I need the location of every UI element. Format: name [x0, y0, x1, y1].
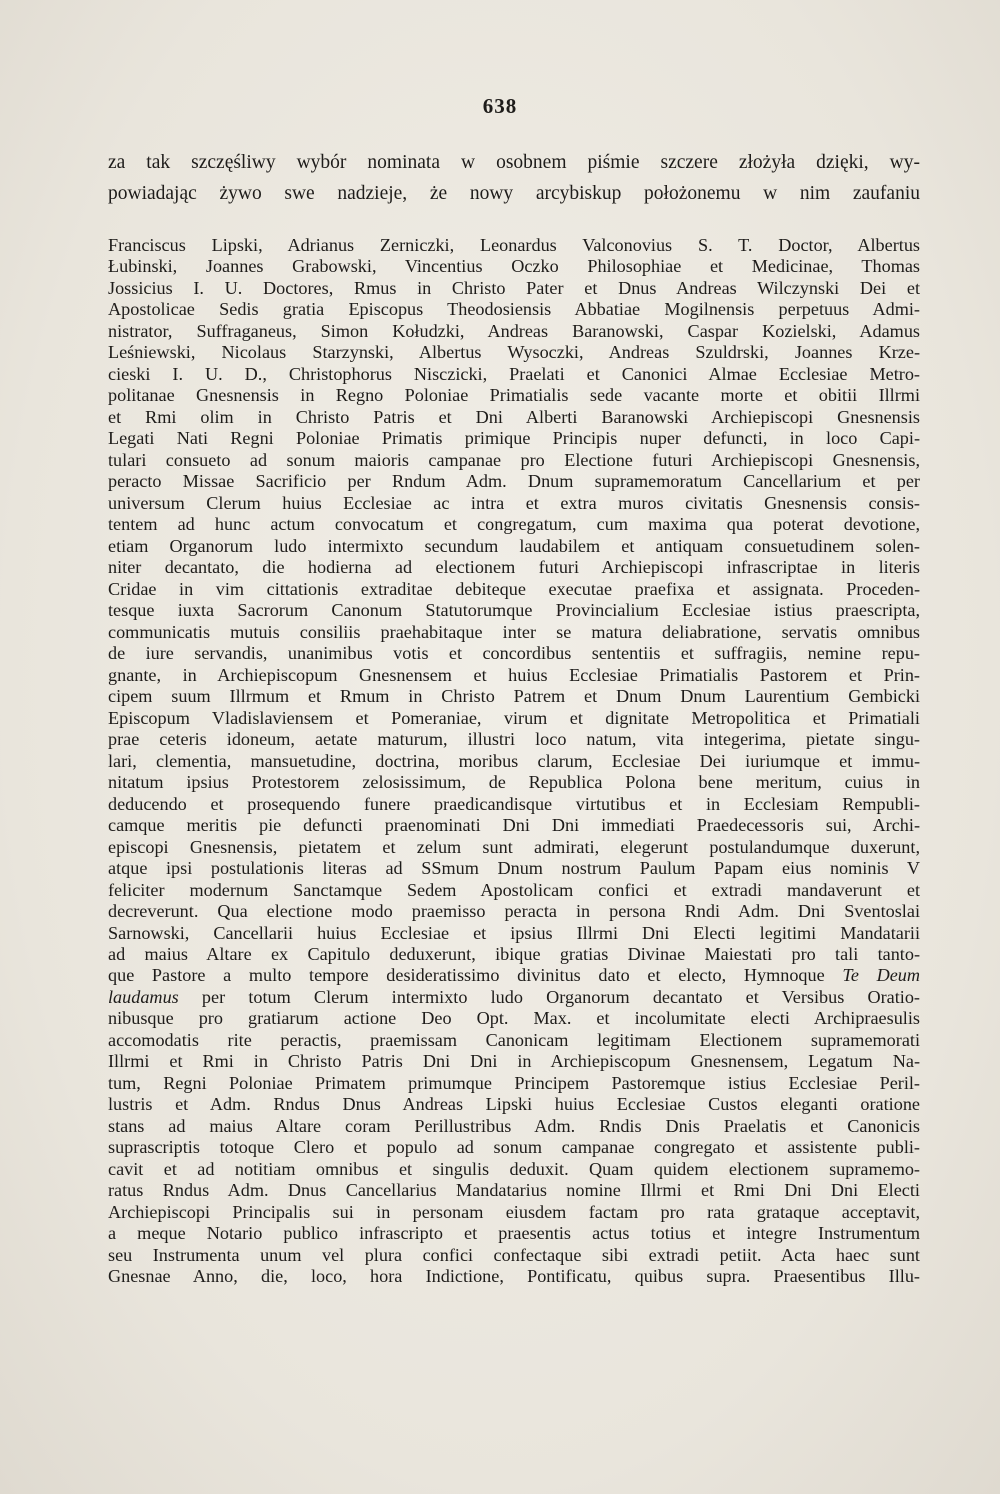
- text-line: nistrator, Suffraganeus, Simon Kołudzki, Andreas Baranowski, Caspar Kozielski, Adamus: [108, 320, 920, 341]
- intro-paragraph: [108, 147, 920, 209]
- text-line: episcopi Gnesnensis, pietatem et zelum sunt admirati, elegerunt postulandumque duxerunt,: [108, 836, 920, 857]
- text-line: ad maius Altare ex Capitulo deduxerunt, ibique gratias Divinae Maiestati pro tali tanto-: [108, 943, 920, 964]
- text-line: politanae Gnesnensis in Regno Poloniae Primatialis sede vacante morte et obitii Illrmi: [108, 385, 920, 406]
- text-line: stans ad maius Altare coram Perillustribus Adm. Rndis Dnis Praelatis et Canonicis: [108, 1115, 920, 1136]
- text-line: Apostolicae Sedis gratia Episcopus Theodosiensis Abbatiae Mogilnensis perpetuus Admi-: [108, 299, 920, 320]
- text-line: Łubinski, Joannes Grabowski, Vincentius Oczko Philosophiae et Medicinae, Thomas: [108, 256, 920, 277]
- text-line: laudamus per totum Clerum intermixto ludo Organorum decantato et Versibus Oratio-: [108, 986, 920, 1007]
- text-line: lari, clementia, mansuetudine, doctrina, moribus clarum, Ecclesiae Dei iuriumque et immu-: [108, 750, 920, 771]
- text-line: a meque Notario publico infrascripto et praesentis actus totius et integre Instrumentum: [108, 1223, 920, 1244]
- text-line: niter decantato, die hodierna ad electionem futuri Archiepiscopi infrascriptae in literis: [108, 557, 920, 578]
- text-line: Jossicius I. U. Doctores, Rmus in Christo Pater et Dnus Andreas Wilczynski Dei et: [108, 277, 920, 298]
- text-line: cieski I. U. D., Christophorus Nisczicki, Praelati et Canonici Almae Ecclesiae Metro-: [108, 363, 920, 384]
- text-line: decreverunt. Qua electione modo praemisso peracta in persona Rndi Adm. Dni Sventoslai: [108, 901, 920, 922]
- text-line: deducendo et prosequendo funere praedicandisque virtutibus et in Ecclesiam Rempubli-: [108, 793, 920, 814]
- text-line: Legati Nati Regni Poloniae Primatis primique Principis nuper defuncti, in loco Capi-: [108, 428, 920, 449]
- text-line: Leśniewski, Nicolaus Starzynski, Albertus Wysoczki, Andreas Szuldrski, Joannes Krze-: [108, 342, 920, 363]
- text-line: Sarnowski, Cancellarii huius Ecclesiae et ipsius Illrmi Dni Electi legitimi Mandatarii: [108, 922, 920, 943]
- text-line: atque ipsi postulationis literas ad SSmum Dnum nostrum Paulum Papam eius nominis V: [108, 858, 920, 879]
- text-line: etiam Organorum ludo intermixto secundum laudabilem et antiquam consuetudinem solen-: [108, 535, 920, 556]
- text-line: communicatis mutuis consiliis praehabitaque inter se matura deliabratione, servatis omnibus: [108, 621, 920, 642]
- text-line: universum Clerum huius Ecclesiae ac intra et extra muros civitatis Gnesnensis consis-: [108, 492, 920, 513]
- italic-phrase: laudamus: [108, 986, 179, 1007]
- text-line: tum, Regni Poloniae Primatem primumque Principem Pastoremque istius Ecclesiae Peril-: [108, 1072, 920, 1093]
- text-line: que Pastore a multo tempore desideratissimo divinitus dato et electo, Hymnoque Te Deum: [108, 965, 921, 986]
- text-line: Archiepiscopi Principalis sui in personam eiusdem factam pro rata grataque acceptavit,: [108, 1201, 920, 1222]
- text-line: Gnesnae Anno, die, loco, hora Indictione, Pontificatu, quibus supra. Praesentibus Illu-: [108, 1266, 920, 1287]
- text-line: de iure servandis, unanimibus votis et concordibus sententiis et suffragiis, nemine repu-: [108, 643, 920, 664]
- text-line: Illrmi et Rmi in Christo Patris Dni Dni in Archiepiscopum Gnesnensem, Legatum Na-: [108, 1051, 920, 1072]
- text-line: ratus Rndus Adm. Dnus Cancellarius Mandatarius nomine Illrmi et Rmi Dni Dni Electi: [108, 1180, 920, 1201]
- page-number: 638: [482, 94, 518, 118]
- text-line: nibusque pro gratiarum actione Deo Opt. Max. et incolumitate electi Archipraesulis: [108, 1008, 920, 1029]
- text-line: feliciter modernum Sanctamque Sedem Apostolicam confici et extradi mandaverunt et: [108, 879, 920, 900]
- text-line: tentem ad hunc actum convocatum et congregatum, cum maxima qua poterat devotione,: [108, 514, 920, 535]
- text-line: lustris et Adm. Rndus Dnus Andreas Lipski huius Ecclesiae Custos eleganti oratione: [108, 1094, 920, 1115]
- text-line: et Rmi olim in Christo Patris et Dni Alberti Baranowski Archiepiscopi Gnesnensis: [108, 406, 920, 427]
- text-line: cavit et ad notitiam omnibus et singulis deduxit. Quam quidem electionem supramemo-: [108, 1158, 920, 1179]
- text-line: suprascriptis totoque Clero et populo ad sonum campanae congregato et assistente publi-: [108, 1137, 920, 1158]
- text-line: Franciscus Lipski, Adrianus Zerniczki, Leonardus Valconovius S. T. Doctor, Albertus: [108, 235, 920, 255]
- text-line: accomodatis rite peractis, praemissam Canonicam legitimam Electionem supramemorati: [108, 1029, 920, 1050]
- text-line: camque meritis pie defuncti praenominati Dni Dni immediati Praedecessoris sui, Archi-: [108, 815, 920, 836]
- text-line: prae ceteris idoneum, aetate maturum, illustri loco natum, vita integerima, pietate singu-: [108, 729, 920, 750]
- text-line: gnante, in Archiepiscopum Gnesnensem et huius Ecclesiae Primatialis Pastorem et Prin-: [108, 664, 920, 685]
- text-line: Episcopum Vladislaviensem et Pomeraniae, virum et dignitate Metropolitica et Primatiali: [108, 707, 920, 728]
- main-paragraph: [108, 235, 920, 1288]
- text-line: Cridae in vim cittationis extraditae debiteque executae praefixa et assignata. Proceden-: [108, 578, 920, 599]
- text-line: seu Instrumenta unum vel plura confici confectaque sibi extradi petiit. Acta haec sunt: [108, 1244, 920, 1265]
- text-line: nitatum ipsius Protestorem zelosissimum, de Republica Polona bene meritum, cuius in: [108, 772, 920, 793]
- text-line: powiadając żywo swe nadzieje, że nowy arcybiskup położonemu w nim zaufaniu: [108, 183, 920, 204]
- text-line: cipem suum Illrmum et Rmum in Christo Patrem et Dnum Dnum Laurentium Gembicki: [108, 686, 920, 707]
- text-line: tesque iuxta Sacrorum Canonum Statutorumque Provincialium Ecclesiae istius praescripta,: [108, 600, 920, 621]
- text-line: tulari consueto ad sonum maioris campanae pro Electione futuri Archiepiscopi Gnesnensis,: [108, 449, 920, 470]
- italic-phrase: Te Deum: [842, 965, 921, 986]
- text-line: peracto Missae Sacrificio per Rndum Adm. Dnum supramemoratum Cancellarium et per: [108, 471, 920, 492]
- text-line: za tak szczęśliwy wybór nominata w osobnem piśmie szczere złożyła dzięki, wy-: [108, 152, 920, 173]
